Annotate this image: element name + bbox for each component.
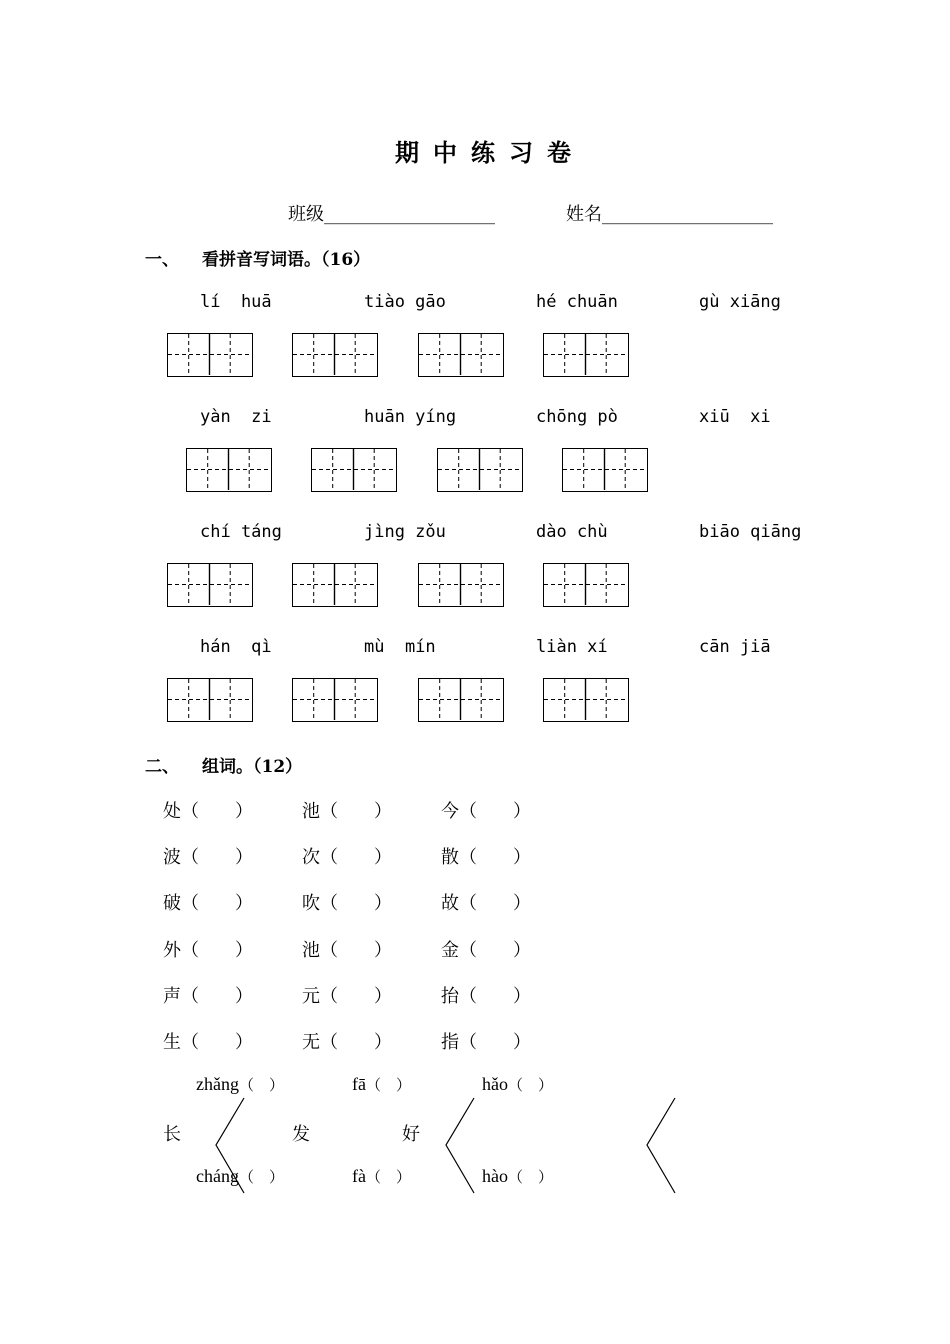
section2-title: 组词。（12） xyxy=(202,757,303,777)
section1-title: 看拼音写词语。（16） xyxy=(202,250,371,270)
pinyin-prompt: tiào gāo xyxy=(364,292,446,312)
name-field[interactable]: 姓名___________________ xyxy=(566,204,773,225)
pinyin-reading: zhǎng xyxy=(196,1074,239,1094)
pinyin-prompt: cān jiā xyxy=(699,637,771,657)
word-item[interactable]: 破（ ） xyxy=(163,893,253,914)
answer-bracket[interactable]: （ ） xyxy=(238,1078,284,1094)
pinyin-prompt: biāo qiāng xyxy=(699,522,802,542)
answer-bracket[interactable]: （ ） xyxy=(508,1078,554,1094)
answer-bracket[interactable]: （ ） xyxy=(508,1170,554,1186)
answer-bracket[interactable]: （ ） xyxy=(365,1078,411,1094)
pinyin-prompt: dào chù xyxy=(536,522,608,542)
word-item[interactable]: 处（ ） xyxy=(163,801,253,822)
word-item[interactable]: 指（ ） xyxy=(441,1032,531,1053)
angle-bracket-line xyxy=(446,1098,474,1193)
word-item[interactable]: 抬（ ） xyxy=(441,986,531,1007)
word-item[interactable]: 声（ ） xyxy=(163,986,253,1007)
word-item[interactable]: 吹（ ） xyxy=(302,893,392,914)
pinyin-prompt: chí táng xyxy=(200,522,282,542)
section1-number: 一、 xyxy=(145,250,179,270)
pinyin-prompt: hán qì xyxy=(200,637,272,657)
pinyin-prompt: chōng pò xyxy=(536,407,618,427)
word-item[interactable]: 生（ ） xyxy=(163,1032,253,1053)
pinyin-prompt: mù mín xyxy=(364,637,436,657)
pinyin-prompt: liàn xí xyxy=(536,637,608,657)
answer-bracket[interactable]: （ ） xyxy=(238,1170,284,1186)
pinyin-prompt: hé chuān xyxy=(536,292,618,312)
word-item[interactable]: 今（ ） xyxy=(441,801,531,822)
word-item[interactable]: 池（ ） xyxy=(302,940,392,961)
word-item[interactable]: 散（ ） xyxy=(441,847,531,868)
pinyin-prompt: huān yíng xyxy=(364,407,457,427)
angle-bracket-line xyxy=(216,1098,244,1193)
word-item[interactable]: 金（ ） xyxy=(441,940,531,961)
polyphone-char: 发 xyxy=(292,1124,310,1145)
angle-bracket-line xyxy=(647,1098,675,1193)
word-item[interactable]: 无（ ） xyxy=(302,1032,392,1053)
pinyin-prompt: jìng zǒu xyxy=(364,522,446,542)
pinyin-prompt: lí huā xyxy=(200,292,272,312)
polyphone-char: 好 xyxy=(402,1124,420,1145)
pinyin-reading: fà xyxy=(352,1166,366,1186)
pinyin-prompt: yàn zi xyxy=(200,407,272,427)
pinyin-reading: hǎo xyxy=(482,1074,508,1094)
pinyin-reading: cháng xyxy=(196,1166,239,1186)
word-item[interactable]: 池（ ） xyxy=(302,801,392,822)
word-item[interactable]: 波（ ） xyxy=(163,847,253,868)
polyphone-char: 长 xyxy=(163,1124,181,1145)
pinyin-reading: hào xyxy=(482,1166,508,1186)
page-title: 期中练习卷 xyxy=(395,138,585,167)
class-field[interactable]: 班级___________________ xyxy=(288,204,495,225)
pinyin-prompt: xiū xi xyxy=(699,407,771,427)
pinyin-reading: fā xyxy=(352,1074,366,1094)
word-item[interactable]: 次（ ） xyxy=(302,847,392,868)
pinyin-prompt: gù xiāng xyxy=(699,292,781,312)
section2-number: 二、 xyxy=(145,757,179,777)
word-item[interactable]: 元（ ） xyxy=(302,986,392,1007)
word-item[interactable]: 故（ ） xyxy=(441,893,531,914)
answer-bracket[interactable]: （ ） xyxy=(365,1170,411,1186)
word-item[interactable]: 外（ ） xyxy=(163,940,253,961)
